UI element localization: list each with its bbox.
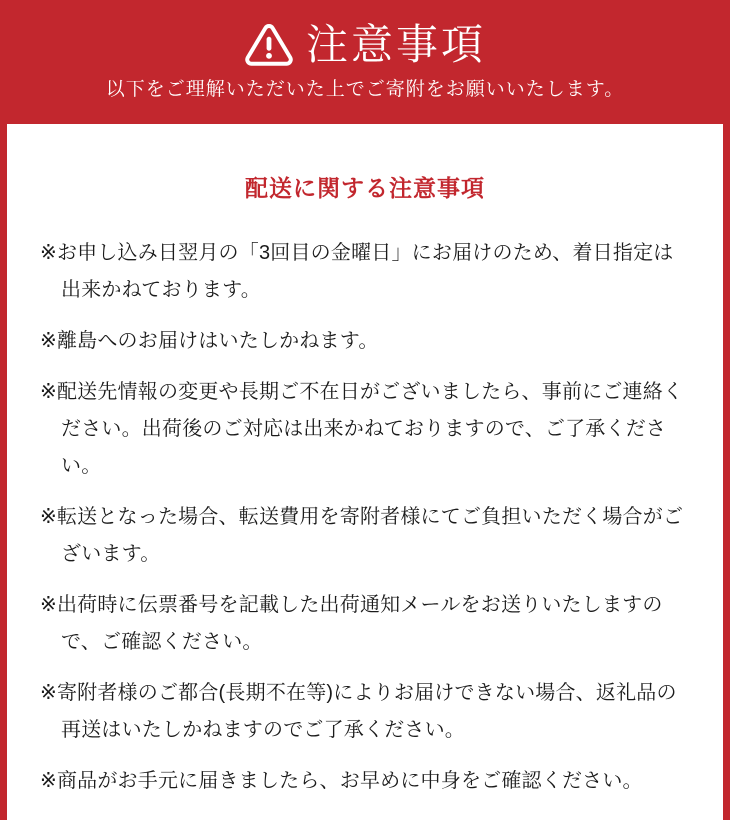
page-title: 注意事項 (305, 20, 486, 68)
panel-heading: 配送に関する注意事項 (245, 174, 485, 201)
note-item: ※お申し込み日翌月の「3回目の金曜日」にお届けのため、着日指定は出来かねております。 (40, 241, 674, 301)
note-item: ※離島へのお届けはいたしかねます。 (40, 329, 379, 352)
note-item: ※寄附者様のご都合(長期不在等)によりお届けできない場合、返礼品の再送はいたしかねますのでご了承ください。 (40, 681, 677, 741)
note-item: ※転送となった場合、転送費用を寄附者様にてご負担いただく場合がございます。 (40, 505, 684, 565)
notes-list (40, 235, 690, 800)
note-item: ※商品がお手元に届きましたら、お早めに中身をご確認ください。 (40, 769, 643, 792)
notice-title-row (0, 20, 730, 70)
page-subtitle: 以下をご理解いただいた上でご寄附をお願いいたします。 (105, 79, 625, 100)
note-item: ※出荷時に伝票番号を記載した出荷通知メールをお送りいたしますので、ご確認ください。 (40, 593, 663, 653)
warning-triangle-icon (244, 20, 294, 70)
notice-header (0, 0, 730, 103)
note-item: ※配送先情報の変更や長期ご不在日がございましたら、事前にご連絡ください。出荷後のご対応は出来かねておりますので、ご了承ください。 (40, 380, 684, 477)
delivery-notes-panel (7, 124, 723, 820)
